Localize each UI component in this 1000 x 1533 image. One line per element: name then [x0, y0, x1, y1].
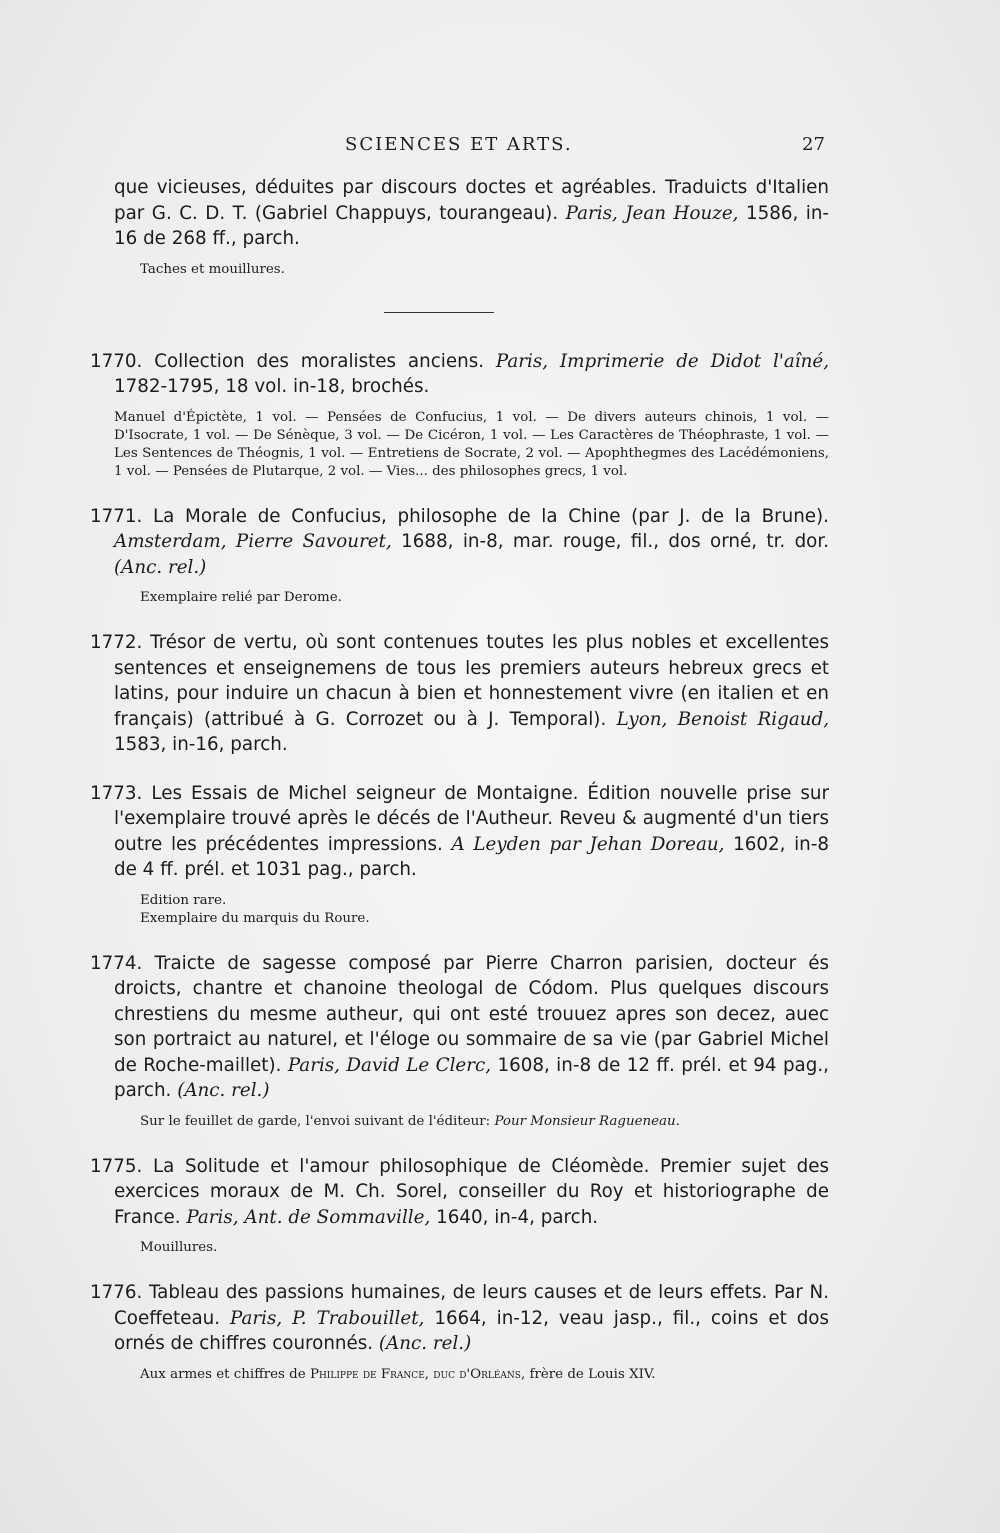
entry-note: Exemplaire relié par Derome. — [140, 590, 342, 605]
catalogue-entry-1774: 1774. Traicte de sagesse composé par Pierre Charron parisien, docteur és droicts, chantre et chanoine theologal de Códom. Plus quelques discours chrestiens du mesme autheur, qui ont esté trouuez apres son decez, auec son portraict au naturel, et l'éloge ou sommaire de sa vie (par Gabriel Michel de Roche-maillet). Paris, David Le Clerc, 1608, in-8 de 12 ff. prél. et 94 pag., parch. (Anc. rel.) Sur le feuillet de garde, l'envoi suivant de l'éditeur: Pour Monsieur Ragueneau. — [90, 952, 829, 1129]
continuation-text: que vicieuses, déduites par discours doctes et agréables. Traduicts d'Italien par G. C. D. T. (Gabriel Chappuys, tourangeau). Paris, Jean Houze, 1586, in-16 de 268 ff., parch. — [114, 177, 830, 249]
entry-number: 1776. — [90, 1282, 143, 1303]
binding-note: (Anc. rel.) — [378, 1333, 472, 1354]
catalogue-entry-1770: 1770. Collection des moralistes anciens. Paris, Imprimerie de Didot l'aîné, 1782-1795, 18 vol. in-18, brochés. Manuel d'Épictète, 1 vol. — Pensées de Confucius, 1 vol. — De divers auteurs chinois, 1 vol. — D'Isocrate, 1 vol. — De Sénèque, 3 vol. — De Cicéron, 1 vol. — Les Caractères de Théophraste, 1 vol. — Les Sentences de Théognis, 1 vol. — Entretiens de Socrate, 2 vol. — Apophthegmes des Lacédémoniens, 1 vol. — Pensées de Plutarque, 2 vol. — Vies... des philosophes grecs, 1 vol. — [90, 350, 830, 479]
binding-note: (Anc. rel.) — [114, 556, 207, 578]
running-title: SCIENCES ET ARTS. — [345, 134, 573, 155]
entry-number: 1773. — [90, 782, 143, 804]
continuation-entry — [114, 175, 829, 279]
entry-number: 1775. — [90, 1155, 143, 1177]
entry-number: 1772. — [90, 632, 143, 653]
continuation-note: Taches et mouillures. — [140, 261, 285, 277]
entry-note: Manuel d'Épictète, 1 vol. — Pensées de Confucius, 1 vol. — De divers auteurs chinois, 1 vol. — D'Isocrate, 1 vol. — De Sénèque, 3 vol. — De Cicéron, 1 vol. — Les Caractères de Théophraste, 1 vol. — Les Sentences de Théognis, 1 vol. — Entretiens de Socrate, 2 vol. — Apophthegmes des Lacédémoniens, 1 vol. — Pensées de Plutarque, 2 vol. — Vies... des philosophes grecs, 1 vol. — [114, 409, 829, 479]
running-head — [0, 134, 1000, 158]
catalogue-entry-1775: 1775. La Solitude et l'amour philosophique de Cléomède. Premier sujet des exercices moraux de M. Ch. Sorel, conseiller du Roy et historiographe de France. Paris, Ant. de Sommaville, 1640, in-4, parch. Mouillures. — [90, 1155, 829, 1255]
binding-note: (Anc. rel.) — [177, 1080, 270, 1101]
entry-number: 1771. — [90, 505, 143, 527]
entry-number: 1770. — [90, 350, 143, 372]
entry-note: Mouillures. — [140, 1240, 218, 1255]
catalogue-entry-1772: 1772. Trésor de vertu, où sont contenues toutes les plus nobles et excellentes sentences et enseignemens de tous les premiers auteurs hebreux grecs et latins, pour induire un chacun à bien et honnestement vivre (en italien et en français) (attribué à G. Corrozet ou à J. Temporal). Lyon, Benoist Rigaud, 1583, in-16, parch. — [90, 632, 829, 755]
catalogue-entry-1773: 1773. Les Essais de Michel seigneur de Montaigne. Édition nouvelle prise sur l'exemplaire trouvé après le décés de l'Autheur. Reveu & augmenté d'un tiers outre les précédentes impressions. A Leyden par Jehan Doreau, 1602, in-8 de 4 ff. prél. et 1031 pag., parch. Edition rare. Exemplaire du marquis du Roure. — [90, 782, 829, 926]
catalogue-text — [90, 175, 830, 1407]
catalogue-entry-1776: 1776. Tableau des passions humaines, de leurs causes et de leurs effets. Par N. Coeffeteau. Paris, P. Trabouillet, 1664, in-12, veau jasp., fil., coins et dos ornés de chiffres couronnés. (Anc. rel.) Aux armes et chiffres de Philippe de France, duc d'Orléans, frère de Louis XIV. — [90, 1282, 830, 1382]
entry-note: Aux armes et chiffres de Philippe de France, duc d'Orléans, frère de Louis XIV. — [140, 1366, 656, 1382]
entry-note: Sur le feuillet de garde, l'envoi suivant de l'éditeur: Pour Monsieur Ragueneau. — [140, 1113, 680, 1129]
catalogue-entry-1771: 1771. La Morale de Confucius, philosophe de la Chine (par J. de la Brune). Amsterdam, Pierre Savouret, 1688, in-8, mar. rouge, fil., dos orné, tr. dor. (Anc. rel.) Exemplaire relié par Derome. — [90, 505, 830, 605]
page-number: 27 — [802, 134, 825, 155]
entry-number: 1774. — [90, 952, 143, 974]
section-divider — [384, 312, 494, 313]
entry-note: Edition rare. Exemplaire du marquis du Roure. — [140, 892, 370, 926]
